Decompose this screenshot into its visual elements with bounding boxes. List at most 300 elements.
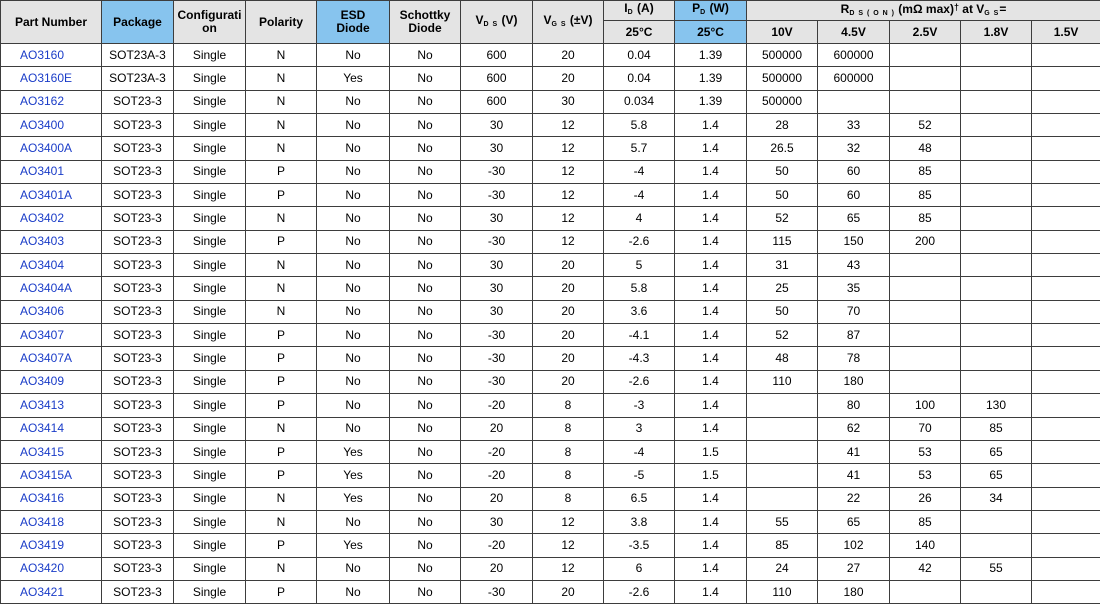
cell-rds-10v: 50 bbox=[747, 184, 818, 207]
cell-pd-25c: 1.4 bbox=[675, 370, 747, 393]
cell-rds-1-8v bbox=[961, 580, 1032, 603]
part-number-link[interactable]: AO3403 bbox=[20, 234, 65, 249]
cell-id-25c: -4 bbox=[604, 184, 675, 207]
cell-vgs: 20 bbox=[533, 580, 604, 603]
cell-vgs: 20 bbox=[533, 44, 604, 67]
part-number-link[interactable]: AO3414 bbox=[20, 421, 65, 436]
cell-vds: 20 bbox=[461, 417, 533, 440]
cell-pd-25c: 1.4 bbox=[675, 487, 747, 510]
cell-schottky-diode: No bbox=[390, 534, 461, 557]
table-row bbox=[1, 394, 1100, 417]
cell-part-number bbox=[1, 487, 102, 510]
cell-configuration: Single bbox=[174, 370, 246, 393]
cell-rds-4-5v: 80 bbox=[818, 394, 890, 417]
header-pd: $P_D$ (W) bbox=[675, 1, 747, 21]
cell-rds-10v: 25 bbox=[747, 277, 818, 300]
cell-rds-1-5v bbox=[1032, 394, 1100, 417]
cell-package: SOT23A-3 bbox=[102, 44, 174, 67]
cell-rds-1-5v bbox=[1032, 277, 1100, 300]
cell-rds-4-5v: 180 bbox=[818, 580, 890, 603]
cell-polarity: N bbox=[246, 207, 317, 230]
cell-rds-1-8v bbox=[961, 277, 1032, 300]
header-rds-2-5v: 2.5V bbox=[890, 21, 961, 44]
part-number-link[interactable]: AO3416 bbox=[20, 491, 65, 506]
part-number-link[interactable]: AO3419 bbox=[20, 537, 65, 552]
part-number-link[interactable]: AO3160 bbox=[20, 47, 65, 62]
cell-rds-10v: 24 bbox=[747, 557, 818, 580]
cell-id-25c: -2.6 bbox=[604, 230, 675, 253]
part-number-link[interactable]: AO3400 bbox=[20, 117, 65, 132]
cell-configuration: Single bbox=[174, 347, 246, 370]
cell-esd-diode: No bbox=[317, 114, 390, 137]
cell-id-25c: 5.8 bbox=[604, 277, 675, 300]
cell-vgs: 20 bbox=[533, 324, 604, 347]
cell-configuration: Single bbox=[174, 277, 246, 300]
header-rds-1-5v: 1.5V bbox=[1032, 21, 1100, 44]
cell-schottky-diode: No bbox=[390, 464, 461, 487]
cell-esd-diode: Yes bbox=[317, 440, 390, 463]
cell-rds-1-5v bbox=[1032, 440, 1100, 463]
cell-rds-2-5v bbox=[890, 370, 961, 393]
part-number-link[interactable]: AO3401 bbox=[20, 164, 65, 179]
part-number-link[interactable]: AO3415A bbox=[20, 467, 73, 482]
part-number-link[interactable]: AO3401A bbox=[20, 187, 73, 202]
cell-id-25c: 5.8 bbox=[604, 114, 675, 137]
cell-rds-1-5v bbox=[1032, 230, 1100, 253]
cell-configuration: Single bbox=[174, 137, 246, 160]
cell-package: SOT23-3 bbox=[102, 370, 174, 393]
cell-rds-2-5v: 53 bbox=[890, 464, 961, 487]
part-number-link[interactable]: AO3407A bbox=[20, 351, 73, 366]
cell-configuration: Single bbox=[174, 580, 246, 603]
cell-rds-10v: 48 bbox=[747, 347, 818, 370]
table-row bbox=[1, 557, 1100, 580]
cell-part-number bbox=[1, 137, 102, 160]
cell-rds-1-8v: 130 bbox=[961, 394, 1032, 417]
cell-rds-4-5v: 35 bbox=[818, 277, 890, 300]
cell-vds: 600 bbox=[461, 90, 533, 113]
header-esd-line2: Diode bbox=[336, 21, 370, 35]
cell-esd-diode: Yes bbox=[317, 464, 390, 487]
header-part-number: Part Number bbox=[1, 1, 102, 44]
cell-esd-diode: No bbox=[317, 207, 390, 230]
cell-rds-1-5v bbox=[1032, 90, 1100, 113]
cell-id-25c: 3 bbox=[604, 417, 675, 440]
cell-polarity: P bbox=[246, 370, 317, 393]
cell-package: SOT23-3 bbox=[102, 230, 174, 253]
cell-configuration: Single bbox=[174, 67, 246, 90]
cell-part-number bbox=[1, 254, 102, 277]
cell-rds-4-5v: 102 bbox=[818, 534, 890, 557]
cell-esd-diode: No bbox=[317, 510, 390, 533]
cell-package: SOT23-3 bbox=[102, 487, 174, 510]
cell-pd-25c: 1.4 bbox=[675, 184, 747, 207]
cell-package: SOT23A-3 bbox=[102, 67, 174, 90]
cell-vds: -30 bbox=[461, 184, 533, 207]
cell-package: SOT23-3 bbox=[102, 184, 174, 207]
cell-rds-4-5v: 33 bbox=[818, 114, 890, 137]
cell-vds: 30 bbox=[461, 510, 533, 533]
header-esd-line1: ESD bbox=[340, 8, 366, 22]
cell-configuration: Single bbox=[174, 464, 246, 487]
cell-rds-10v: 55 bbox=[747, 510, 818, 533]
part-number-link[interactable]: AO3404 bbox=[20, 257, 65, 272]
header-esd-diode bbox=[317, 1, 390, 44]
table-row bbox=[1, 207, 1100, 230]
table-row bbox=[1, 510, 1100, 533]
cell-rds-4-5v: 65 bbox=[818, 510, 890, 533]
cell-rds-4-5v bbox=[818, 90, 890, 113]
cell-pd-25c: 1.4 bbox=[675, 160, 747, 183]
cell-package: SOT23-3 bbox=[102, 254, 174, 277]
cell-esd-diode: No bbox=[317, 300, 390, 323]
cell-pd-25c: 1.39 bbox=[675, 67, 747, 90]
cell-esd-diode: No bbox=[317, 324, 390, 347]
cell-rds-1-8v bbox=[961, 230, 1032, 253]
cell-configuration: Single bbox=[174, 487, 246, 510]
cell-package: SOT23-3 bbox=[102, 557, 174, 580]
part-number-link[interactable]: AO3402 bbox=[20, 211, 65, 226]
cell-rds-2-5v: 52 bbox=[890, 114, 961, 137]
cell-rds-10v bbox=[747, 417, 818, 440]
cell-part-number bbox=[1, 160, 102, 183]
cell-rds-1-5v bbox=[1032, 254, 1100, 277]
cell-rds-10v: 115 bbox=[747, 230, 818, 253]
cell-rds-1-8v bbox=[961, 184, 1032, 207]
cell-vgs: 12 bbox=[533, 230, 604, 253]
part-number-link[interactable]: AO3421 bbox=[20, 584, 65, 599]
cell-pd-25c: 1.4 bbox=[675, 324, 747, 347]
cell-package: SOT23-3 bbox=[102, 580, 174, 603]
cell-package: SOT23-3 bbox=[102, 394, 174, 417]
cell-part-number bbox=[1, 440, 102, 463]
cell-rds-4-5v: 87 bbox=[818, 324, 890, 347]
cell-rds-1-8v bbox=[961, 510, 1032, 533]
table-row bbox=[1, 534, 1100, 557]
cell-polarity: P bbox=[246, 324, 317, 347]
cell-esd-diode: No bbox=[317, 347, 390, 370]
cell-package: SOT23-3 bbox=[102, 464, 174, 487]
cell-rds-1-8v bbox=[961, 137, 1032, 160]
cell-vgs: 20 bbox=[533, 370, 604, 393]
cell-rds-2-5v: 85 bbox=[890, 207, 961, 230]
cell-part-number bbox=[1, 44, 102, 67]
cell-polarity: N bbox=[246, 557, 317, 580]
part-number-link[interactable]: AO3413 bbox=[20, 397, 65, 412]
cell-esd-diode: No bbox=[317, 580, 390, 603]
cell-rds-10v bbox=[747, 440, 818, 463]
cell-configuration: Single bbox=[174, 230, 246, 253]
cell-rds-2-5v: 42 bbox=[890, 557, 961, 580]
cell-rds-1-8v bbox=[961, 300, 1032, 323]
header-schottky-line1: Schottky bbox=[399, 8, 451, 22]
cell-id-25c: -4.1 bbox=[604, 324, 675, 347]
cell-rds-1-8v: 34 bbox=[961, 487, 1032, 510]
cell-pd-25c: 1.5 bbox=[675, 440, 747, 463]
cell-esd-diode: No bbox=[317, 417, 390, 440]
cell-esd-diode: No bbox=[317, 137, 390, 160]
table-row bbox=[1, 277, 1100, 300]
table-row bbox=[1, 300, 1100, 323]
cell-part-number bbox=[1, 394, 102, 417]
cell-rds-4-5v: 27 bbox=[818, 557, 890, 580]
part-number-link[interactable]: AO3400A bbox=[20, 141, 73, 156]
cell-polarity: N bbox=[246, 417, 317, 440]
cell-polarity: N bbox=[246, 300, 317, 323]
cell-schottky-diode: No bbox=[390, 580, 461, 603]
header-configuration-line2: on bbox=[202, 21, 217, 35]
cell-id-25c: 4 bbox=[604, 207, 675, 230]
table-row bbox=[1, 487, 1100, 510]
cell-rds-1-8v: 65 bbox=[961, 464, 1032, 487]
cell-configuration: Single bbox=[174, 207, 246, 230]
cell-id-25c: 5.7 bbox=[604, 137, 675, 160]
table-row bbox=[1, 464, 1100, 487]
cell-pd-25c: 1.4 bbox=[675, 230, 747, 253]
cell-rds-1-8v bbox=[961, 370, 1032, 393]
cell-package: SOT23-3 bbox=[102, 90, 174, 113]
cell-pd-25c: 1.4 bbox=[675, 557, 747, 580]
cell-id-25c: 6 bbox=[604, 557, 675, 580]
cell-part-number bbox=[1, 300, 102, 323]
cell-rds-4-5v: 41 bbox=[818, 440, 890, 463]
cell-pd-25c: 1.39 bbox=[675, 44, 747, 67]
cell-rds-2-5v: 100 bbox=[890, 394, 961, 417]
table-row bbox=[1, 184, 1100, 207]
header-id-temp: 25°C bbox=[604, 21, 675, 44]
cell-id-25c: -4 bbox=[604, 440, 675, 463]
cell-rds-4-5v: 62 bbox=[818, 417, 890, 440]
part-number-link[interactable]: AO3409 bbox=[20, 374, 65, 389]
cell-rds-4-5v: 600000 bbox=[818, 67, 890, 90]
cell-vds: 600 bbox=[461, 44, 533, 67]
cell-polarity: P bbox=[246, 440, 317, 463]
cell-polarity: N bbox=[246, 254, 317, 277]
cell-schottky-diode: No bbox=[390, 417, 461, 440]
cell-esd-diode: No bbox=[317, 44, 390, 67]
table-row bbox=[1, 324, 1100, 347]
cell-part-number bbox=[1, 230, 102, 253]
cell-schottky-diode: No bbox=[390, 90, 461, 113]
cell-vds: -20 bbox=[461, 440, 533, 463]
cell-rds-1-5v bbox=[1032, 114, 1100, 137]
header-polarity: Polarity bbox=[246, 1, 317, 44]
cell-pd-25c: 1.4 bbox=[675, 347, 747, 370]
part-number-link[interactable]: AO3407 bbox=[20, 327, 65, 342]
cell-vds: -30 bbox=[461, 230, 533, 253]
cell-schottky-diode: No bbox=[390, 137, 461, 160]
table-row bbox=[1, 114, 1100, 137]
header-rds-4-5v: 4.5V bbox=[818, 21, 890, 44]
cell-polarity: N bbox=[246, 44, 317, 67]
cell-rds-2-5v bbox=[890, 254, 961, 277]
table-row bbox=[1, 90, 1100, 113]
cell-polarity: N bbox=[246, 277, 317, 300]
cell-rds-4-5v: 60 bbox=[818, 184, 890, 207]
cell-polarity: N bbox=[246, 137, 317, 160]
cell-rds-1-8v bbox=[961, 207, 1032, 230]
cell-rds-1-8v bbox=[961, 114, 1032, 137]
cell-part-number bbox=[1, 510, 102, 533]
cell-rds-10v: 110 bbox=[747, 370, 818, 393]
cell-vds: 30 bbox=[461, 207, 533, 230]
cell-polarity: N bbox=[246, 67, 317, 90]
cell-esd-diode: No bbox=[317, 277, 390, 300]
cell-pd-25c: 1.4 bbox=[675, 300, 747, 323]
cell-pd-25c: 1.4 bbox=[675, 417, 747, 440]
cell-rds-10v: 500000 bbox=[747, 90, 818, 113]
cell-id-25c: -3 bbox=[604, 394, 675, 417]
cell-rds-2-5v bbox=[890, 580, 961, 603]
cell-rds-4-5v: 43 bbox=[818, 254, 890, 277]
cell-rds-1-5v bbox=[1032, 324, 1100, 347]
table-row bbox=[1, 230, 1100, 253]
cell-vgs: 20 bbox=[533, 67, 604, 90]
cell-rds-10v: 110 bbox=[747, 580, 818, 603]
cell-esd-diode: No bbox=[317, 557, 390, 580]
cell-id-25c: -5 bbox=[604, 464, 675, 487]
cell-rds-1-5v bbox=[1032, 184, 1100, 207]
header-vds: $V_{D S}$ (V) bbox=[461, 1, 533, 44]
cell-pd-25c: 1.4 bbox=[675, 254, 747, 277]
cell-configuration: Single bbox=[174, 394, 246, 417]
table-row bbox=[1, 417, 1100, 440]
cell-part-number bbox=[1, 534, 102, 557]
header-rds-10v: 10V bbox=[747, 21, 818, 44]
cell-esd-diode: No bbox=[317, 370, 390, 393]
cell-rds-1-5v bbox=[1032, 300, 1100, 323]
part-number-link[interactable]: AO3406 bbox=[20, 304, 65, 319]
cell-rds-1-8v: 85 bbox=[961, 417, 1032, 440]
cell-part-number bbox=[1, 370, 102, 393]
cell-rds-1-8v bbox=[961, 90, 1032, 113]
cell-rds-1-8v bbox=[961, 347, 1032, 370]
cell-vgs: 12 bbox=[533, 207, 604, 230]
cell-package: SOT23-3 bbox=[102, 137, 174, 160]
cell-schottky-diode: No bbox=[390, 324, 461, 347]
cell-id-25c: -2.6 bbox=[604, 580, 675, 603]
cell-package: SOT23-3 bbox=[102, 534, 174, 557]
cell-rds-1-8v bbox=[961, 67, 1032, 90]
cell-configuration: Single bbox=[174, 557, 246, 580]
cell-rds-1-5v bbox=[1032, 534, 1100, 557]
cell-rds-1-8v: 65 bbox=[961, 440, 1032, 463]
header-configuration-line1: Configurati bbox=[177, 8, 242, 22]
cell-package: SOT23-3 bbox=[102, 160, 174, 183]
cell-pd-25c: 1.4 bbox=[675, 394, 747, 417]
part-number-link[interactable]: AO3420 bbox=[20, 561, 65, 576]
cell-id-25c: 0.034 bbox=[604, 90, 675, 113]
cell-rds-4-5v: 22 bbox=[818, 487, 890, 510]
cell-vgs: 20 bbox=[533, 277, 604, 300]
cell-package: SOT23-3 bbox=[102, 114, 174, 137]
cell-polarity: N bbox=[246, 487, 317, 510]
cell-rds-2-5v: 53 bbox=[890, 440, 961, 463]
cell-rds-2-5v: 70 bbox=[890, 417, 961, 440]
cell-esd-diode: Yes bbox=[317, 67, 390, 90]
cell-schottky-diode: No bbox=[390, 557, 461, 580]
cell-rds-1-5v bbox=[1032, 464, 1100, 487]
cell-rds-1-5v bbox=[1032, 44, 1100, 67]
part-number-link[interactable]: AO3415 bbox=[20, 444, 65, 459]
header-pd-temp: 25°C bbox=[675, 21, 747, 44]
cell-id-25c: -2.6 bbox=[604, 370, 675, 393]
cell-vgs: 20 bbox=[533, 347, 604, 370]
cell-package: SOT23-3 bbox=[102, 417, 174, 440]
cell-polarity: P bbox=[246, 394, 317, 417]
cell-rds-4-5v: 150 bbox=[818, 230, 890, 253]
cell-pd-25c: 1.5 bbox=[675, 464, 747, 487]
cell-esd-diode: No bbox=[317, 230, 390, 253]
cell-pd-25c: 1.39 bbox=[675, 90, 747, 113]
header-rds-on: $R_{D S ( O N )}$ (mΩ max)† at $V_{G S}=$ bbox=[747, 1, 1100, 21]
part-number-link[interactable]: AO3418 bbox=[20, 514, 65, 529]
cell-rds-1-5v bbox=[1032, 160, 1100, 183]
cell-rds-2-5v: 48 bbox=[890, 137, 961, 160]
cell-vgs: 8 bbox=[533, 440, 604, 463]
cell-schottky-diode: No bbox=[390, 440, 461, 463]
cell-pd-25c: 1.4 bbox=[675, 137, 747, 160]
cell-vds: 30 bbox=[461, 300, 533, 323]
cell-rds-10v bbox=[747, 464, 818, 487]
cell-configuration: Single bbox=[174, 440, 246, 463]
cell-configuration: Single bbox=[174, 534, 246, 557]
cell-rds-1-8v bbox=[961, 44, 1032, 67]
cell-schottky-diode: No bbox=[390, 347, 461, 370]
cell-package: SOT23-3 bbox=[102, 440, 174, 463]
cell-vgs: 8 bbox=[533, 487, 604, 510]
cell-configuration: Single bbox=[174, 160, 246, 183]
cell-vds: 20 bbox=[461, 487, 533, 510]
cell-vds: -30 bbox=[461, 324, 533, 347]
table-row bbox=[1, 440, 1100, 463]
cell-id-25c: 0.04 bbox=[604, 67, 675, 90]
cell-rds-2-5v bbox=[890, 90, 961, 113]
table-row bbox=[1, 370, 1100, 393]
cell-vgs: 8 bbox=[533, 394, 604, 417]
cell-rds-2-5v: 26 bbox=[890, 487, 961, 510]
table-row bbox=[1, 67, 1100, 90]
cell-esd-diode: No bbox=[317, 184, 390, 207]
cell-vgs: 12 bbox=[533, 184, 604, 207]
cell-schottky-diode: No bbox=[390, 207, 461, 230]
cell-rds-10v: 26.5 bbox=[747, 137, 818, 160]
cell-rds-4-5v: 60 bbox=[818, 160, 890, 183]
cell-rds-4-5v: 32 bbox=[818, 137, 890, 160]
cell-vds: 30 bbox=[461, 277, 533, 300]
cell-rds-1-5v bbox=[1032, 207, 1100, 230]
cell-vds: -30 bbox=[461, 580, 533, 603]
cell-rds-2-5v: 85 bbox=[890, 184, 961, 207]
cell-id-25c: 5 bbox=[604, 254, 675, 277]
cell-package: SOT23-3 bbox=[102, 277, 174, 300]
cell-rds-4-5v: 65 bbox=[818, 207, 890, 230]
cell-rds-4-5v: 41 bbox=[818, 464, 890, 487]
part-number-link[interactable]: AO3160E bbox=[20, 71, 73, 86]
cell-part-number bbox=[1, 90, 102, 113]
cell-package: SOT23-3 bbox=[102, 510, 174, 533]
cell-id-25c: -4.3 bbox=[604, 347, 675, 370]
cell-pd-25c: 1.4 bbox=[675, 207, 747, 230]
cell-id-25c: 3.8 bbox=[604, 510, 675, 533]
cell-pd-25c: 1.4 bbox=[675, 580, 747, 603]
cell-part-number bbox=[1, 464, 102, 487]
cell-polarity: P bbox=[246, 464, 317, 487]
part-number-link[interactable]: AO3404A bbox=[20, 281, 73, 296]
cell-rds-10v bbox=[747, 487, 818, 510]
header-vgs: $V_{G S}$ (±V) bbox=[533, 1, 604, 44]
part-number-link[interactable]: AO3162 bbox=[20, 94, 65, 109]
